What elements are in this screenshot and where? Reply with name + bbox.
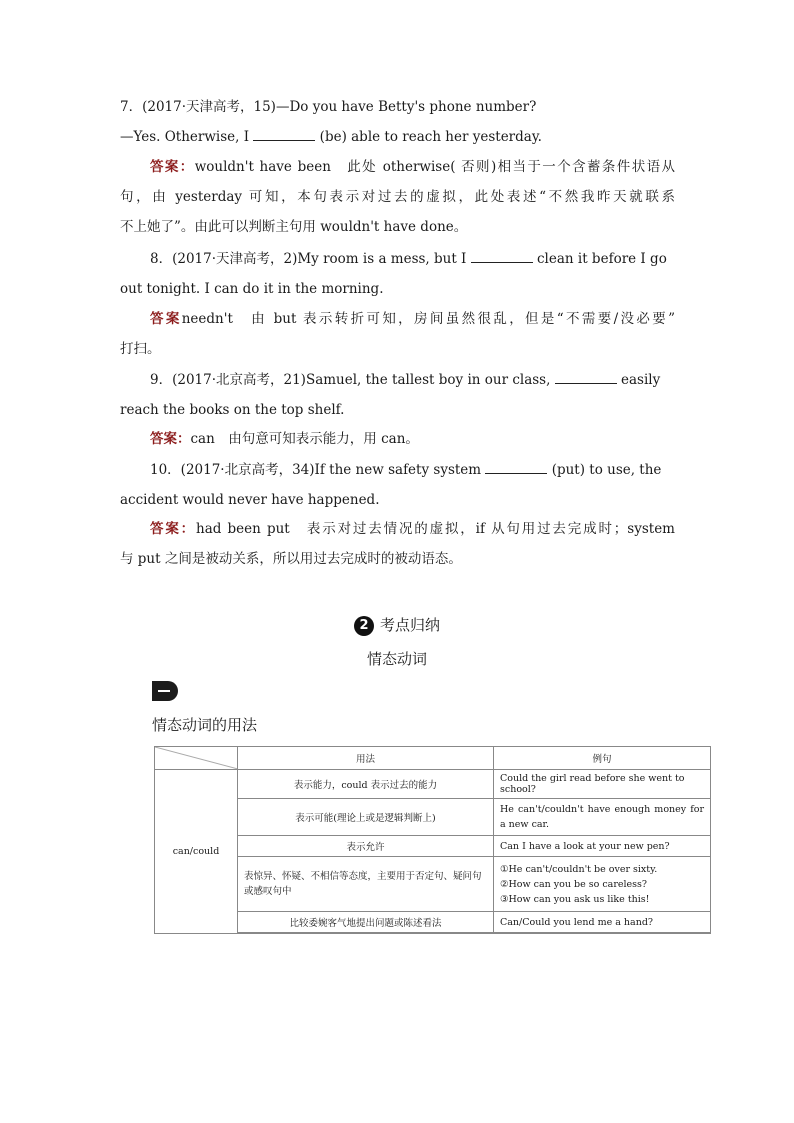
q8-text-after: clean it before I go (537, 251, 667, 267)
section-number-badge: 2 (354, 616, 374, 636)
table-row (155, 857, 711, 912)
q7-answer-line3: 不上她了”。由此可以判断主句用 wouldn't have done。 (120, 219, 468, 235)
q10-text: 10．(2017·北京高考，34)If the new safety system (150, 462, 482, 478)
q10-text-after: (put) to use, the (551, 462, 662, 478)
q9-text: 9．(2017·北京高考，21)Samuel, the tallest boy in our class, (150, 372, 551, 388)
q8-answer-line2: 打扫。 (120, 341, 161, 357)
q7-answer-line1 (150, 157, 675, 177)
table-corner-cell (155, 747, 238, 770)
modal-verbs-table (154, 746, 711, 934)
example-item: ③How can you ask us like this! (500, 893, 650, 905)
q10-answer-line1 (150, 519, 675, 539)
q7-blank[interactable] (253, 127, 315, 141)
section-title: 考点归纳 (379, 616, 440, 634)
table-row (155, 912, 711, 933)
table-row (155, 799, 711, 836)
header-example: 例句 (494, 747, 711, 770)
header-usage: 用法 (238, 747, 494, 770)
empty-cell (494, 933, 711, 934)
q8-line2: out tonight. I can do it in the morning. (120, 281, 384, 297)
example-item: ②How can you be so careless? (500, 878, 648, 890)
usage-cell: 表惊异、怀疑、不相信等态度，主要用于否定句、疑问句或感叹句中 (238, 857, 494, 912)
usage-cell: 表示可能(理论上或是逻辑判断上) (238, 799, 494, 836)
table-row (155, 836, 711, 857)
q9-blank[interactable] (555, 370, 617, 384)
group-label-can-could: can/could (155, 770, 238, 934)
empty-cell (238, 933, 494, 934)
q9-line2: reach the books on the top shelf. (120, 402, 345, 418)
q9-text-after: easily (621, 372, 661, 388)
answer-label: 答案： (150, 159, 195, 175)
table-header-row (155, 747, 711, 770)
part-one-badge (152, 681, 178, 701)
example-cell: Could the girl read before she went to school? (494, 770, 711, 799)
answer-label: 答案： (150, 521, 197, 537)
section-heading (0, 614, 794, 636)
q9-answer-line1 (150, 429, 675, 449)
example-cell: Can/Could you lend me a hand? (494, 912, 711, 933)
q9-answer-text: can 由句意可知表示能力，用 can。 (190, 431, 419, 447)
q7-text-after: (be) able to reach her yesterday. (319, 129, 542, 145)
q8-answer-line1 (150, 309, 675, 329)
table-row (155, 770, 711, 799)
usage-cell: 表示允许 (238, 836, 494, 857)
q7-answer-line2: 句，由 yesterday 可知，本句表示对过去的虚拟，此处表述“不然我昨天就联系 (120, 189, 675, 205)
q8-line1 (150, 249, 675, 269)
example-cell: Can I have a look at your new pen? (494, 836, 711, 857)
section-subtitle: 情态动词 (366, 650, 427, 668)
q7-line2 (120, 127, 675, 147)
diagonal-line (155, 747, 238, 769)
q8-answer-text: needn't 由 but 表示转折可知，房间虽然很乱，但是“不需要/没必要” (181, 311, 675, 327)
answer-label: 答案 (150, 311, 182, 327)
usage-cell: 表示能力，could 表示过去的能力 (238, 770, 494, 799)
q9-line1 (150, 370, 675, 390)
q10-answer-line2: 与 put 之间是被动关系，所以用过去完成时的被动语态。 (120, 551, 462, 567)
q8-text: 8．(2017·天津高考，2)My room is a mess, but I (150, 251, 467, 267)
q7-line1: 7．(2017·天津高考，15)—Do you have Betty's phone number? (120, 99, 537, 115)
answer-label: 答案： (150, 431, 191, 447)
q8-blank[interactable] (471, 249, 533, 263)
q10-blank[interactable] (485, 460, 547, 474)
q10-line2: accident would never have happened. (120, 492, 380, 508)
usage-cell: 比较委婉客气地提出问题或陈述看法 (238, 912, 494, 933)
usage-title: 情态动词的用法 (152, 716, 258, 734)
table-row-continued (155, 933, 711, 934)
q10-answer-text: had been put 表示对过去情况的虚拟，if 从句用过去完成时；system (196, 521, 675, 537)
q10-line1 (150, 460, 675, 480)
q7-answer-text: wouldn't have been 此处 otherwise( 否则)相当于一个含蓄条件状语从 (194, 159, 675, 175)
example-cell: He can't/couldn't have enough money for a new car. (494, 799, 711, 836)
q7-text: —Yes. Otherwise, I (120, 129, 250, 145)
example-item: ①He can't/couldn't be over sixty. (500, 863, 658, 875)
example-list-cell (494, 857, 711, 912)
